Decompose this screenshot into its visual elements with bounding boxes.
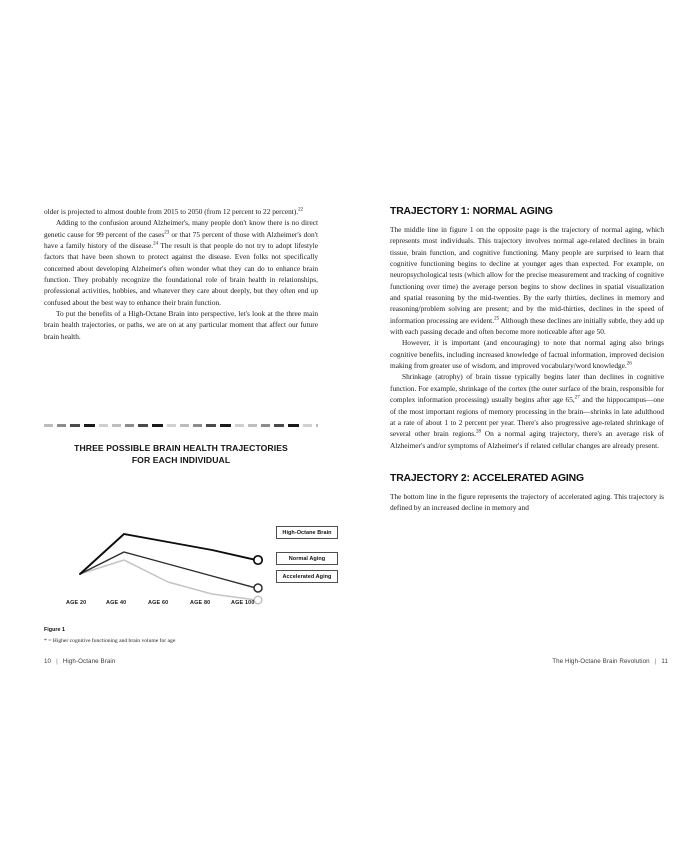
footnote-ref-22: 22: [298, 207, 304, 213]
series-line-accelerated-aging: [80, 560, 256, 600]
x-tick-age-40: AGE 40: [106, 600, 127, 607]
footnote-ref-27: 27: [574, 395, 580, 401]
paragraph-text-b: or that 75 percent of those with Alzheimer's don't have a family history of the disease.: [44, 229, 318, 251]
right-column-text: [390, 206, 664, 514]
footnote-ref-26: 26: [626, 361, 632, 367]
x-tick-age-60: AGE 60: [148, 600, 169, 607]
chart-title: [44, 443, 318, 466]
x-tick-age-100: AGE 100: [231, 600, 255, 607]
trajectories-line-chart: [44, 478, 318, 608]
footer-page-number: 10: [44, 658, 52, 665]
paragraph-text-b: Although these declines are initially subtle, they add up with each passing decade and often become more noticeable after age 50.: [390, 315, 664, 337]
paragraph-text: To put the benefits of a High-Octane Brain into perspective, let's look at the three main brain health trajectories, or paths, we are on at any particular moment that affect our future brain health.: [44, 309, 318, 341]
figure-1: [44, 424, 332, 646]
paragraph-normal-aging-2: [390, 337, 664, 371]
footer-book-title: High-Octane Brain: [62, 658, 116, 665]
paragraph-continued: [44, 206, 318, 217]
footer-left-page: [44, 658, 115, 665]
paragraph-text: older is projected to almost double from 2015 to 2050 (from 12 percent to 22 percent).: [44, 207, 299, 216]
paragraph-text-a: However, it is important (and encouraging) to note that normal aging also brings cognitive benefits, including increased knowledge of factual information, improved decision making from greater use of wisdom, and improved vocabulary/word knowledge.: [390, 338, 664, 371]
chart-title-line-2: FOR EACH INDIVIDUAL: [131, 454, 231, 465]
paragraph-accelerated-aging-1: [390, 491, 664, 514]
legend-accelerated-aging: Accelerated Aging: [276, 570, 338, 583]
paragraph-alzheimers-confusion: [44, 217, 318, 308]
footnote-ref-25: 25: [494, 316, 500, 322]
figure-caption-title: Figure 1: [44, 627, 65, 634]
paragraph-normal-aging-1: [390, 224, 664, 337]
heading-trajectory-2: TRAJECTORY 2: ACCELERATED AGING: [390, 472, 584, 484]
series-line-high-octane-brain: [80, 534, 256, 574]
x-tick-age-20: AGE 20: [66, 600, 87, 607]
footer-page-number: 11: [661, 658, 668, 665]
footer-right-page: [552, 658, 668, 665]
chart-title-line-1: THREE POSSIBLE BRAIN HEALTH TRAJECTORIES: [74, 443, 288, 453]
paragraph-text-a: The middle line in figure 1 on the opposite page is the trajectory of normal aging, which represents most individuals. This trajectory involves normal age-related declines in brain tissue, brain function, and cognitive functioning. Many people are surprised to learn that cognitive functioning begins to decline at younger ages than expected. For example, on neuropsychological tests (which allow for the precise measurement and tracking of cognitive functioning over time) the average person begins to show declines in spatial visualization and spatial reasoning by the mid-twenties. By the early thirties, declines in memory and reasoning/problem solving are present; and by the mid-thirties, declines in the speed of information processing are evident.: [390, 225, 664, 325]
paragraph-normal-aging-3: [390, 371, 664, 450]
footnote-ref-28: 28: [475, 429, 481, 435]
paragraph-text-a: Shrinkage (atrophy) of brain tissue typically begins later than declines in cognitive function. For example, shrinkage of the cortex (the outer surface of the brain, responsible for complex information processing) usually begins after age 65,: [390, 372, 664, 405]
page-right: [350, 0, 700, 855]
footer-book-title: The High-Octane Brain Revolution: [552, 658, 650, 665]
x-axis-tick-labels: [44, 600, 318, 612]
paragraph-trajectories-intro: [44, 308, 318, 342]
heading-trajectory-1: TRAJECTORY 1: NORMAL AGING: [390, 206, 553, 217]
footer-separator: |: [56, 658, 58, 665]
footnote-ref-23: 23: [164, 230, 170, 236]
footnote-ref-24: 24: [153, 241, 159, 247]
paragraph-text: The bottom line in the figure represents the trajectory of accelerated aging. This trajectory is defined by an increased decline in memory and: [390, 491, 664, 513]
legend-normal-aging: Normal Aging: [276, 552, 338, 565]
decorative-divider: [44, 424, 318, 427]
figure-caption: [44, 626, 318, 646]
legend-high-octane-brain: High-Octane Brain: [276, 526, 338, 539]
chart-plot-area: [44, 478, 332, 608]
footer-separator: |: [654, 658, 657, 665]
figure-caption-note: * = Higher cognitive functioning and brain volume for age: [44, 638, 176, 645]
endpoint-marker-normal-aging: [254, 584, 262, 592]
paragraph-text-b: and the hippocampus—one of the most important regions of memory processing in the brain—shrinks in late adulthood at a rate of about 1 to 2 percent per year. There's also progressive age-related shrinkage of several other brain regions.: [390, 395, 664, 439]
paragraph-text-c: The result is that people do not try to adopt lifestyle factors that have been shown to protect against the disease. Even folks not specifically concerned about developing Alzheimer's often wonder what they can do to enhance brain function. They probably recognize the foundational role of brain health in relationships, professional activities, hobbies, and whatever they care about deeply, but they often end up confused about the best way to enhance their brain function.: [44, 241, 318, 307]
x-tick-age-80: AGE 80: [190, 600, 211, 607]
paragraph-text-a: Adding to the confusion around Alzheimer's, many people don't know there is no direct genetic cause for 99 percent of the cases: [44, 218, 318, 239]
endpoint-marker-high-octane-brain: [254, 556, 262, 564]
paragraph-text-c: On a normal aging trajectory, there's an average risk of Alzheimer's and/or symptoms of Alzheimer's if related cellular changes are already present.: [390, 429, 664, 450]
left-column-text: [44, 206, 318, 342]
